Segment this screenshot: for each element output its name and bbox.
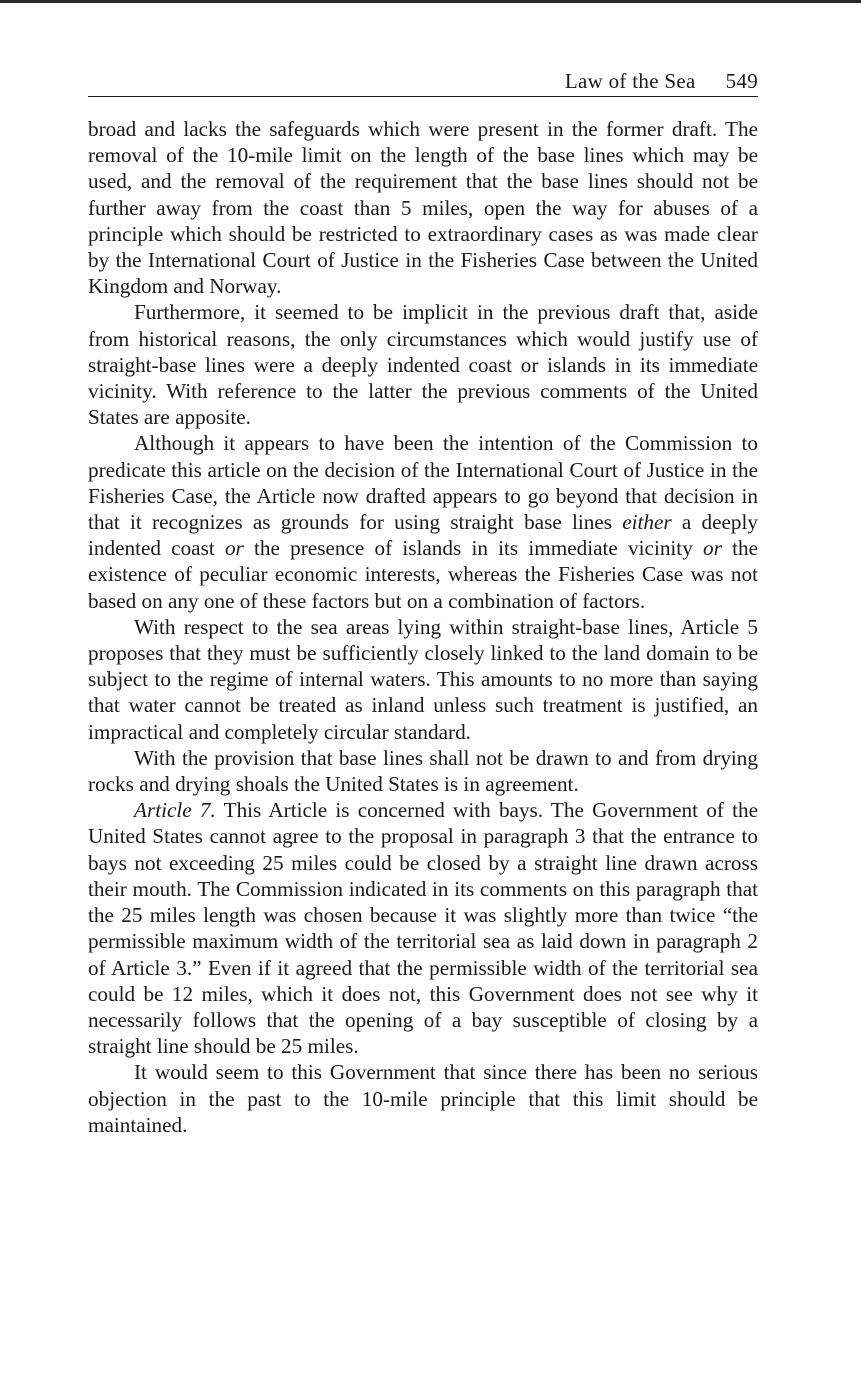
text-segment: With the provision that base lines shall not be drawn to and from drying rocks and drying shoals the United States is in agreement. (88, 745, 758, 797)
italic-emphasis: either (622, 510, 672, 535)
paragraph-3 (88, 430, 758, 613)
running-head (88, 66, 758, 97)
paragraph-1 (88, 116, 758, 299)
text-segment: Although it appears to have been the intention of the Commission to predicate this article on the decision of the International Court of Justice in the Fisheries Case, the Article now drafted appears to go beyond that decision in that it recognizes as grounds for using straight base lines (88, 431, 758, 535)
article-heading: Article 7. (134, 798, 216, 823)
text-segment: This Article is concerned with bays. The Government of the United States cannot agree to the proposal in paragraph 3 that the entrance to bays not exceeding 25 miles could be closed by a straight line drawn across their mouth. The Commission indicated in its comments on this paragraph that the 25 miles length was chosen because it was slightly more than twice “the permissible maximum width of the territorial sea as laid down in paragraph 2 of Article 3.” Even if it agreed that the permissible width of the territorial sea could be 12 miles, which it does not, this Government does not see why it necessarily follows that the opening of a bay susceptible of closing by a straight line should be 25 miles. (88, 798, 758, 1059)
paragraph-5 (88, 745, 758, 797)
page-top-edge (0, 0, 861, 3)
italic-emphasis: or (224, 536, 244, 561)
paragraph-7 (88, 1059, 758, 1138)
paragraph-6 (88, 797, 758, 1059)
text-segment: Furthermore, it seemed to be implicit in the previous draft that, aside from historical reasons, the only circumstances which would justify use of straight-base lines were a deeply indented coast or islands in its immediate vicinity. With reference to the latter the previous comments of the United States are apposite. (88, 300, 758, 430)
text-segment: broad and lacks the safeguards which were present in the former draft. The removal of the 10-mile limit on the length of the base lines which may be used, and the removal of the requirement that the base lines should not be further away from the coast than 5 miles, open the way for abuses of a principle which should be restricted to extraordinary cases as was made clear by the International Court of Justice in the Fisheries Case between the United Kingdom and Norway. (88, 117, 758, 299)
text-segment: It would seem to this Government that since there has been no serious objection in the past to the 10-mile principle that this limit should be maintained. (88, 1060, 758, 1137)
text-segment: the presence of islands in its immediate vicinity (243, 536, 704, 561)
body-text (88, 116, 758, 1138)
paragraph-2 (88, 299, 758, 430)
text-segment: a deeply indented coast (88, 510, 758, 561)
text-segment: the existence of peculiar economic interests, whereas the Fisheries Case was not based on any one of these factors but on a combination of factors. (88, 536, 758, 613)
page-number: 549 (725, 69, 758, 93)
italic-emphasis: or (703, 536, 722, 561)
running-head-title: Law of the Sea (564, 69, 696, 93)
text-segment: With respect to the sea areas lying within straight-base lines, Article 5 proposes that they must be sufficiently closely linked to the land domain to be subject to the regime of internal waters. This amounts to no more than saying that water cannot be treated as inland unless such treatment is justified, an impractical and completely circular standard. (88, 614, 758, 744)
paragraph-4 (88, 614, 758, 745)
